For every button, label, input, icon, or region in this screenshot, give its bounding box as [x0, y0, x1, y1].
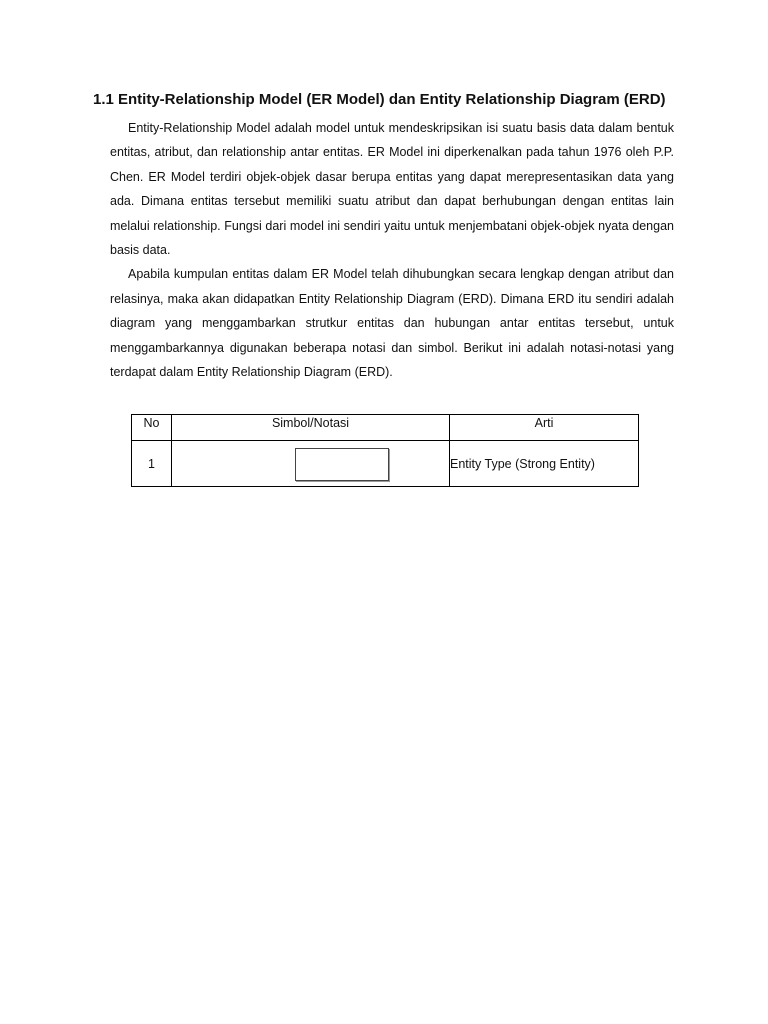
table-header-row [132, 415, 639, 441]
header-symbol: Simbol/Notasi [172, 415, 450, 441]
notation-table [131, 414, 639, 487]
row-meaning: Entity Type (Strong Entity) [450, 441, 639, 487]
table-row [132, 441, 639, 487]
row-no: 1 [132, 441, 172, 487]
paragraph-2: Apabila kumpulan entitas dalam ER Model telah dihubungkan secara lengkap dengan atribut dan relasinya, maka akan didapatkan Entity Relationship Diagram (ERD). Dimana ERD itu sendiri adalah diagram yang menggambarkan strutkur entitas dan hubungan antar entitas tersebut, untuk menggambarkannya digunakan beberapa notasi dan simbol. Berikut ini adalah notasi-notasi yang terdapat dalam Entity Relationship Diagram (ERD). [110, 267, 674, 380]
paragraph-1: Entity-Relationship Model adalah model untuk mendeskripsikan isi suatu basis data dalam bentuk entitas, atribut, dan relationship antar entitas. ER Model ini diperkenalkan pada tahun 1976 oleh P.P. Chen. ER Model terdiri objek-objek dasar berupa entitas yang dapat merepresentasikan data yang ada. Dimana entitas tersebut memiliki suatu atribut dan dapat berhubungan dengan entitas lain melalui relationship. Fungsi dari model ini sendiri yaitu untuk menjembatani objek-objek nyata dengan basis data. [110, 121, 674, 258]
section-heading: 1.1 Entity-Relationship Model (ER Model) dan Entity Relationship Diagram (ERD) [93, 91, 666, 108]
header-no: No [132, 415, 172, 441]
header-meaning: Arti [450, 415, 639, 441]
rectangle-entity-icon [295, 448, 389, 481]
body-text [110, 116, 674, 384]
row-symbol-cell [172, 441, 450, 487]
